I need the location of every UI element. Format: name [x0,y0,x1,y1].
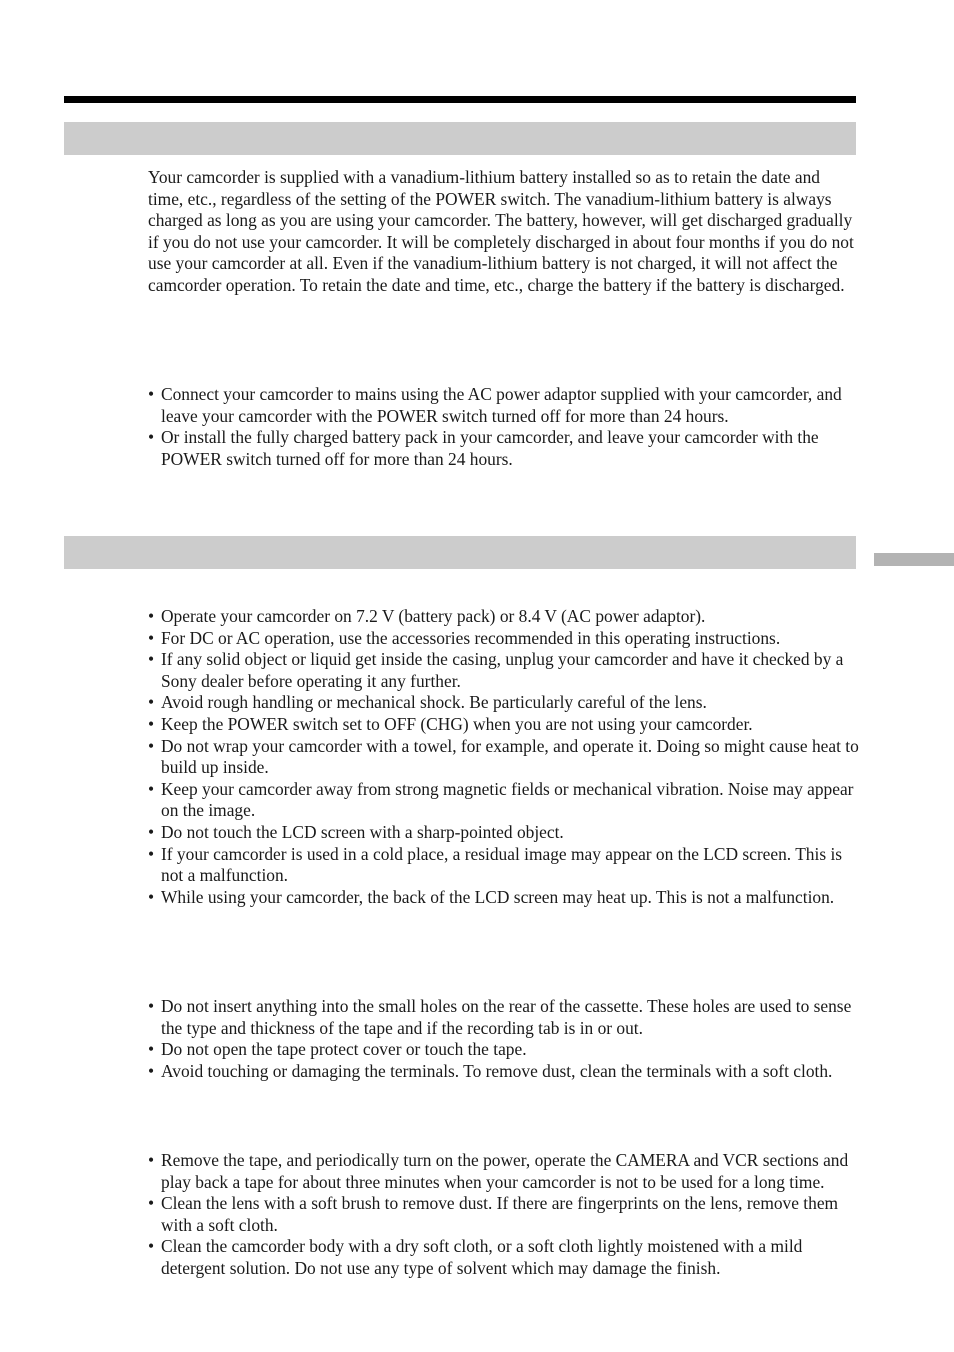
bullet-icon: • [148,735,155,756]
bullet-icon: • [148,996,155,1016]
side-index-tab [874,553,954,566]
top-rule [64,96,856,103]
list-item: • While using your camcorder, the back of the LCD screen may heat up. This is not a malfunction. [148,886,835,907]
operation-precautions-list [148,606,860,908]
bullet-icon: • [148,692,155,713]
battery-charging-list [148,384,860,470]
battery-paragraph: Your camcorder is supplied with a vanadium-lithium battery installed so as to retain the date and time, etc., regardless of the setting of the POWER switch. The vanadium-lithium battery is always charged as long as you are using your camcorder. The battery, however, will get discharged gradually if you do not use your camcorder. It will be completely discharged in about four months if you do not use your camcorder at all. Even if the vanadium-lithium battery is not charged, it will not affect the camcorder operation. To retain the date and time, etc., charge the battery if the battery is discharged. [148,167,854,295]
bullet-icon: • [148,649,155,670]
bullet-icon: • [148,821,155,842]
bullet-icon: • [148,1236,155,1257]
list-item: • Keep the POWER switch set to OFF (CHG) when you are not using your camcorder. [148,713,753,734]
list-item: • Do not insert anything into the small holes on the rear of the cassette. These holes are used to sense the type and thickness of the tape and if the recording tab is in or out. [148,996,852,1038]
list-item: • Avoid touching or damaging the terminals. To remove dust, clean the terminals with a soft cloth. [148,1060,833,1081]
bullet-icon: • [148,886,155,907]
list-item: • If any solid object or liquid get inside the casing, unplug your camcorder and have it checked by a Sony dealer before operating it any further. [148,649,844,691]
bullet-icon: • [148,1150,155,1170]
maintenance-list [148,1150,860,1280]
bullet-icon: • [148,778,155,799]
list-item: • Or install the fully charged battery pack in your camcorder, and leave your camcorder with the POWER switch turned off for more than 24 hours. [148,427,819,469]
cassette-handling-list [148,996,860,1082]
list-item: • Remove the tape, and periodically turn on the power, operate the CAMERA and VCR sections and play back a tape for about three minutes when your camcorder is not to be used for a long time. [148,1150,849,1192]
bullet-icon: • [148,1039,155,1060]
list-item: • Keep your camcorder away from strong magnetic fields or mechanical vibration. Noise may appear on the image. [148,778,854,821]
section-header-bar-battery [64,122,856,155]
list-item: • If your camcorder is used in a cold place, a residual image may appear on the LCD screen. This is not a malfunction. [148,843,843,886]
list-item: • For DC or AC operation, use the accessories recommended in this operating instructions. [148,627,781,648]
list-item: • Clean the lens with a soft brush to remove dust. If there are fingerprints on the lens, remove them with a soft cloth. [148,1193,839,1235]
list-item: • Clean the camcorder body with a dry soft cloth, or a soft cloth lightly moistened with a mild detergent solution. Do not use any type of solvent which may damage the finish. [148,1236,803,1278]
bullet-icon: • [148,1060,155,1081]
list-item: • Operate your camcorder on 7.2 V (battery pack) or 8.4 V (AC power adaptor). [148,606,706,626]
list-item: • Avoid rough handling or mechanical shock. Be particularly careful of the lens. [148,692,707,713]
bullet-icon: • [148,627,155,648]
list-item: • Do not touch the LCD screen with a sharp-pointed object. [148,821,564,842]
bullet-icon: • [148,713,155,734]
section-header-bar-precautions [64,536,856,569]
bullet-icon: • [148,843,155,864]
list-item: • Do not open the tape protect cover or touch the tape. [148,1039,527,1060]
list-item: • Do not wrap your camcorder with a towel, for example, and operate it. Doing so might cause heat to build up inside. [148,735,859,778]
bullet-icon: • [148,606,155,626]
bullet-icon: • [148,384,155,404]
list-item: • Connect your camcorder to mains using the AC power adaptor supplied with your camcorder, and leave your camcorder with the POWER switch turned off for more than 24 hours. [148,384,842,426]
bullet-icon: • [148,427,155,448]
bullet-icon: • [148,1193,155,1214]
